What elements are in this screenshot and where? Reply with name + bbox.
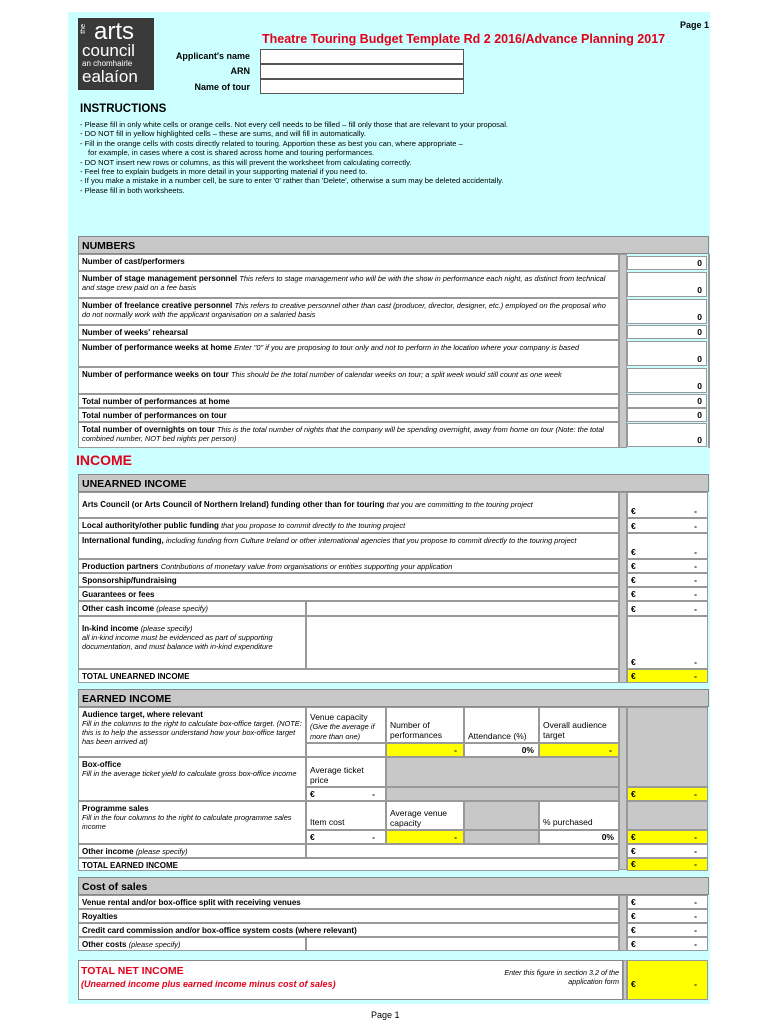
euro-symbol: € xyxy=(631,506,636,516)
attendance-input[interactable]: 0% xyxy=(464,743,539,757)
currency-input[interactable] xyxy=(627,895,708,909)
euro-symbol: € xyxy=(631,925,636,935)
numbers-row-label: Total number of performances at home xyxy=(78,394,619,408)
instruction-line: - DO NOT insert new rows or columns, as this will prevent the worksheet from calculating correctly. xyxy=(80,157,412,167)
numbers-heading: NUMBERS xyxy=(78,236,709,254)
numbers-value-input[interactable]: 0 xyxy=(627,325,707,339)
logo-arts: arts xyxy=(94,18,135,45)
euro-symbol: € xyxy=(631,604,636,614)
numbers-value-input[interactable]: 0 xyxy=(627,256,707,270)
other-cash-income-specify-input[interactable] xyxy=(306,601,619,616)
numbers-value-input[interactable]: 0 xyxy=(627,299,707,324)
currency-input[interactable] xyxy=(627,518,708,533)
tour-name-label: Name of tour xyxy=(194,82,250,92)
cost-divider xyxy=(619,895,627,951)
numbers-row-label: Total number of performances on tour xyxy=(78,408,619,422)
numbers-value-input[interactable]: 0 xyxy=(627,423,707,447)
numbers-row-label: Number of freelance creative personnel This refers to creative personnel other than cast (producer, director, designer, etc.) employed on the proposal who do not normally work with the applicant organisation on a salaried basis xyxy=(78,298,619,325)
numbers-row-label: Number of performance weeks on tour This should be the total number of calendar weeks on tour; a split week would still count as one week xyxy=(78,367,619,394)
instruction-line: - Please fill in only white cells or orange cells. Not every cell needs to be filled – fill only those that are relevant to your proposal. xyxy=(80,120,509,129)
unearned-row-label: Guarantees or fees xyxy=(78,587,619,601)
currency-input[interactable] xyxy=(627,559,708,573)
instruction-line: for example, in cases where a cost is shared across home and touring performances. xyxy=(88,148,375,158)
cost-row-label: Other costs (please specify) xyxy=(78,937,306,951)
euro-symbol: € xyxy=(631,589,636,599)
avg-venue-capacity-value xyxy=(386,830,464,844)
euro-symbol: € xyxy=(631,979,636,989)
euro-symbol: € xyxy=(631,521,636,531)
programme-sales-total xyxy=(627,830,708,844)
euro-symbol: € xyxy=(631,846,636,856)
programme-grey-right xyxy=(627,801,708,830)
unearned-row-label: International funding, including funding from Culture Ireland or other international agencies that you propose to commit directly to the touring project xyxy=(78,533,619,559)
numbers-divider xyxy=(619,254,627,448)
unearned-divider xyxy=(619,492,627,683)
euro-symbol: € xyxy=(631,547,636,557)
applicant-name-label: Applicant's name xyxy=(175,51,250,61)
euro-symbol: € xyxy=(631,911,636,921)
amount-dash: - xyxy=(694,832,697,842)
currency-input[interactable] xyxy=(627,937,708,951)
total-earned-income-value xyxy=(627,858,708,871)
cost-of-sales-heading: Cost of sales xyxy=(78,877,709,895)
pct-purchased-input[interactable]: 0% xyxy=(539,830,619,844)
logo-an-chomhairle: an chomhairle xyxy=(82,59,133,68)
euro-symbol: € xyxy=(631,657,636,667)
numbers-row-label: Number of performance weeks at home Enter "0" if you are proposing to tour only and not to perform in the location where your company is based xyxy=(78,340,619,367)
currency-input[interactable] xyxy=(627,601,708,616)
cost-row-label: Venue rental and/or box-office split with receiving venues xyxy=(78,895,619,909)
instruction-line: - If you make a mistake in a number cell, be sure to enter '0' rather than 'Delete', otherwise a sum may be deleted accidentally. xyxy=(80,176,504,186)
instruction-line: - DO NOT fill in yellow highlighted cells – these are sums, and will fill in automatically. xyxy=(80,129,366,139)
amount-dash: - xyxy=(694,925,697,935)
amount-dash: - xyxy=(372,832,375,842)
earned-divider xyxy=(619,707,627,870)
programme-grey xyxy=(464,801,539,830)
unearned-row-label: Arts Council (or Arts Council of Northern Ireland) funding other than for touring that you are committing to the touring project xyxy=(78,492,619,518)
numbers-right-edge xyxy=(708,254,710,448)
box-office-grey xyxy=(386,757,619,787)
total-net-income-box xyxy=(78,960,623,1000)
euro-symbol: € xyxy=(631,859,636,869)
item-cost-header: Item cost xyxy=(306,801,386,830)
amount-dash: - xyxy=(694,657,697,667)
instructions-heading: INSTRUCTIONS xyxy=(80,103,167,115)
currency-input[interactable] xyxy=(627,923,708,937)
currency-input[interactable] xyxy=(627,533,708,559)
numbers-row-label: Number of weeks' rehearsal xyxy=(78,325,619,340)
amount-dash: - xyxy=(694,979,697,989)
euro-symbol: € xyxy=(310,832,315,842)
currency-input[interactable] xyxy=(627,492,708,518)
unearned-row-label: Local authority/other public funding that you propose to commit directly to the touring project xyxy=(78,518,619,533)
amount-dash: - xyxy=(694,521,697,531)
numbers-value-input[interactable]: 0 xyxy=(627,394,707,408)
amount-dash: - xyxy=(694,506,697,516)
avg-ticket-input[interactable] xyxy=(306,787,386,801)
unearned-row-label: Sponsorship/fundraising xyxy=(78,573,619,587)
audience-target-label: Audience target, where relevant Fill in the columns to the right to calculate box-office target. (NOTE: this is to help the assessor understand how your box-office target has been arrived at) xyxy=(78,707,306,757)
num-performances-value xyxy=(386,743,464,757)
inkind-income-specify-input[interactable] xyxy=(306,616,619,669)
euro-symbol: € xyxy=(310,789,315,799)
unearned-row-label: Production partners Contributions of monetary value from organisations or entities supporting your application xyxy=(78,559,619,573)
instruction-line: - Fill in the orange cells with costs directly related to touring. Apportion these as best you can, where appropriate – xyxy=(80,138,463,148)
num-performances-header: Number of performances xyxy=(386,707,464,743)
currency-input[interactable] xyxy=(627,909,708,923)
page-number-bottom: Page 1 xyxy=(371,1010,400,1020)
amount-dash: - xyxy=(694,604,697,614)
overall-target-value xyxy=(539,743,619,757)
amount-dash: - xyxy=(694,897,697,907)
programme-sales-label: Programme sales Fill in the four columns to the right to calculate programme sales income xyxy=(78,801,306,844)
numbers-value-input[interactable]: 0 xyxy=(627,368,707,393)
other-income-label: Other income (please specify) xyxy=(78,844,306,858)
programme-grey-row xyxy=(464,830,539,844)
numbers-value-input[interactable]: 0 xyxy=(627,408,707,422)
page-number-top: Page 1 xyxy=(680,20,710,30)
total-unearned-income-label: TOTAL UNEARNED INCOME xyxy=(78,669,619,683)
earned-grey-block xyxy=(627,707,708,787)
pct-purchased-header: % purchased xyxy=(539,801,619,830)
currency-input[interactable] xyxy=(627,587,708,601)
numbers-row-label: Total number of overnights on tour This is the total number of nights that the company will be spending overnight, away from home on tour (Note: the total combined number, NOT bed nights per person) xyxy=(78,422,619,448)
cost-row-label: Royalties xyxy=(78,909,619,923)
cost-row-label: Credit card commission and/or box-office system costs (where relevant) xyxy=(78,923,619,937)
amount-dash: - xyxy=(609,745,612,755)
arn-input[interactable] xyxy=(260,64,464,79)
total-net-income-label: TOTAL NET INCOME xyxy=(81,965,184,977)
euro-symbol: € xyxy=(631,671,636,681)
document-title: Theatre Touring Budget Template Rd 2 2016/Advance Planning 2017 xyxy=(262,32,666,46)
euro-symbol: € xyxy=(631,897,636,907)
overall-target-header: Overall audience target xyxy=(539,707,619,743)
amount-dash: - xyxy=(694,846,697,856)
amount-dash: - xyxy=(694,589,697,599)
item-cost-input[interactable] xyxy=(306,830,386,844)
income-heading: INCOME xyxy=(76,452,132,468)
box-office-grey-row xyxy=(386,787,619,801)
unearned-row-label: Other cash income (please specify) xyxy=(78,601,306,616)
amount-dash: - xyxy=(372,789,375,799)
venue-capacity-header: Venue capacity (Give the average if more than one) xyxy=(306,707,386,743)
currency-input[interactable] xyxy=(627,616,708,669)
euro-symbol: € xyxy=(631,561,636,571)
amount-dash: - xyxy=(694,789,697,799)
amount-dash: - xyxy=(694,575,697,585)
total-net-income-value xyxy=(627,960,708,1000)
currency-input[interactable] xyxy=(627,573,708,587)
arn-label: ARN xyxy=(230,66,250,76)
avg-venue-capacity-header: Average venue capacity xyxy=(386,801,464,830)
earned-income-heading: EARNED INCOME xyxy=(78,689,709,707)
amount-dash: - xyxy=(694,671,697,681)
avg-ticket-header: Average ticket price xyxy=(306,757,386,787)
numbers-row-label: Number of stage management personnel This refers to stage management who will be with the show in performance each night, as distinct from technical and stage crew paid on a fee basis xyxy=(78,271,619,298)
amount-dash: - xyxy=(694,547,697,557)
logo-council: council xyxy=(82,41,135,60)
tour-name-input[interactable] xyxy=(260,79,464,94)
venue-capacity-input[interactable] xyxy=(306,743,386,757)
other-costs-specify-input[interactable] xyxy=(306,937,619,951)
amount-dash: - xyxy=(694,911,697,921)
numbers-value-input[interactable]: 0 xyxy=(627,341,707,366)
amount-dash: - xyxy=(694,561,697,571)
arts-council-logo xyxy=(78,18,154,90)
total-unearned-income-value xyxy=(627,669,708,683)
currency-input[interactable] xyxy=(627,844,708,858)
amount-dash: - xyxy=(694,859,697,869)
box-office-total xyxy=(627,787,708,801)
unearned-income-heading: UNEARNED INCOME xyxy=(78,474,709,492)
euro-symbol: € xyxy=(631,832,636,842)
euro-symbol: € xyxy=(631,575,636,585)
instructions-list xyxy=(80,120,680,195)
euro-symbol: € xyxy=(631,939,636,949)
inkind-income-label: In-kind income (please specify) all in-kind income must be evidenced as part of supporting documentation, and must balance with in-kind expenditure xyxy=(78,616,306,669)
amount-dash: - xyxy=(694,939,697,949)
numbers-value-input[interactable]: 0 xyxy=(627,272,707,297)
total-earned-income-label: TOTAL EARNED INCOME xyxy=(78,858,619,871)
amount-dash: - xyxy=(454,832,457,842)
logo-the: the xyxy=(80,24,87,34)
total-net-income-note: Enter this figure in section 3.2 of the application form xyxy=(504,968,619,986)
applicant-name-input[interactable] xyxy=(260,49,464,64)
instruction-line: - Feel free to explain budgets in more detail in your supporting material if you need to. xyxy=(80,167,368,177)
logo-ealaion: ealaíon xyxy=(82,67,138,86)
numbers-row-label: Number of cast/performers xyxy=(78,254,619,271)
euro-symbol: € xyxy=(631,789,636,799)
instruction-line: - Please fill in both worksheets. xyxy=(80,185,185,195)
attendance-header: Attendance (%) xyxy=(464,707,539,743)
other-income-specify-input[interactable] xyxy=(306,844,619,858)
amount-dash: - xyxy=(454,745,457,755)
total-net-income-subtitle: (Unearned income plus earned income minus cost of sales) xyxy=(81,979,336,989)
box-office-label: Box-office Fill in the average ticket yield to calculate gross box-office income xyxy=(78,757,306,801)
